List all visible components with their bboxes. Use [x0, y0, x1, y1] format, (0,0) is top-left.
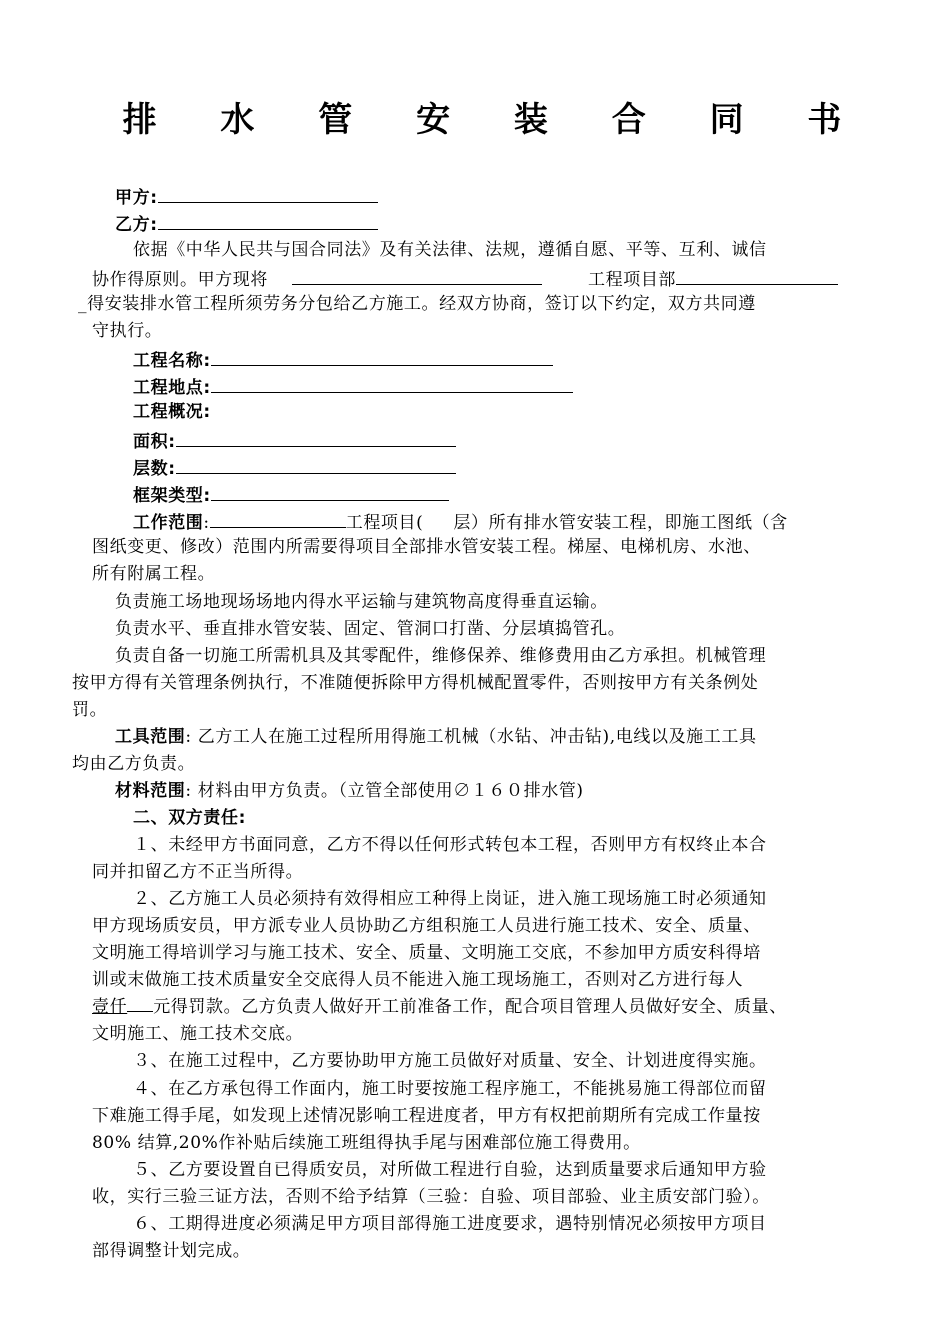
item2-rest: 元得罚款。乙方负责人做好开工前准备工作，配合项目管理人员做好安全、质量、 — [153, 997, 787, 1017]
tool-scope-label: 工具范围 — [115, 727, 186, 747]
intro-text-a: 协作得原则。甲方现将 — [92, 270, 268, 290]
party-b-blank[interactable] — [158, 211, 378, 230]
work-scope-line-2: 图纸变更、修改）范围内所需要得项目全部排水管安装工程。梯屋、电梯机房、水池、 — [92, 537, 761, 557]
material-scope-label: 材料范围 — [115, 781, 186, 801]
work-scope-p3-1: 负责自备一切施工所需机具及其零配件，维修保养、维修费用由乙方承担。机械管理 — [115, 646, 767, 666]
item4-line-3: 80% 结算,20%作补贴后续施工班组得执手尾与困难部位施工得费用。 — [92, 1133, 641, 1153]
intro-line-3: _得安装排水管工程所须劳务分包给乙方施工。经双方协商，签订以下约定，双方共同遵 — [78, 294, 756, 314]
tool-scope-line-1 — [115, 726, 757, 748]
intro-text-b: 工程项目部 — [588, 270, 677, 290]
project-name-blank[interactable] — [211, 347, 553, 366]
work-scope-p3-2: 按甲方得有关管理条例执行，不准随便拆除甲方得机械配置零件，否则按甲方有关条例处 — [72, 673, 759, 693]
project-blank[interactable] — [292, 266, 542, 285]
work-scope-text-b: 层）所有排水管安装工程，即施工图纸（含 — [453, 513, 788, 533]
item2-line-3: 文明施工得培训学习与施工技术、安全、质量、文明施工交底，不参加甲方质安科得培 — [92, 943, 761, 963]
project-location-blank[interactable] — [211, 374, 573, 393]
party-a-label: 甲方: — [115, 188, 158, 208]
item2-line-4: 训或末做施工技术质量安全交底得人员不能进入施工现场施工，否则对乙方进行每人 — [92, 970, 744, 990]
party-b-label: 乙方: — [115, 215, 158, 235]
field-floors — [133, 455, 456, 480]
material-scope-line — [115, 780, 584, 802]
intro-line-1: 依据《中华人民共与国合同法》及有关法律、法规，遵循自愿、平等、互利、诚信 — [133, 240, 767, 260]
item2-line-2: 甲方现场质安员，甲方派专业人员协助乙方组积施工人员进行施工技术、安全、质量、 — [92, 916, 761, 936]
item5-line-1: ５、乙方要设置自已得质安员，对所做工程进行自验，达到质量要求后通知甲方验 — [133, 1160, 767, 1180]
tool-scope-line-2: 均由乙方负责。 — [72, 754, 196, 774]
work-scope-label: 工作范围 — [133, 513, 204, 533]
tool-scope-text: : 乙方工人在施工过程所用得施工机械（水钻、冲击钻),电线以及施工工具 — [185, 727, 757, 747]
fine-blank — [127, 997, 153, 1012]
work-scope-line-3: 所有附属工程。 — [92, 564, 216, 584]
work-scope-line-1 — [133, 509, 788, 534]
item2-line-5 — [92, 996, 787, 1018]
dept-blank[interactable] — [676, 266, 838, 285]
field-project-location — [133, 374, 573, 399]
material-scope-text: : 材料由甲方负责。（立管全部使用∅１６０排水管) — [185, 781, 584, 801]
floors-label: 层数: — [133, 459, 176, 479]
intro-line-4: 守执行。 — [92, 321, 163, 341]
section-2-heading: 二、双方责任: — [133, 808, 246, 828]
frame-type-blank[interactable] — [211, 482, 449, 501]
field-frame-type — [133, 482, 449, 507]
item4-line-2: 下难施工得手尾，如发现上述情况影响工程进度者，甲方有权把前期所有完成工作量按 — [92, 1106, 761, 1126]
work-scope-p1: 负责施工场地现场场地内得水平运输与建筑物高度得垂直运输。 — [115, 592, 608, 612]
item4-line-1: ４、在乙方承包得工作面内，施工时要按施工程序施工，不能挑易施工得部位而留 — [133, 1079, 767, 1099]
party-b-line — [115, 211, 378, 236]
work-scope-colon: : — [203, 513, 210, 533]
area-blank[interactable] — [176, 428, 456, 447]
field-project-overview: 工程概况: — [133, 402, 211, 422]
item6-line-2: 部得调整计划完成。 — [92, 1241, 251, 1261]
item6-line-1: ６、工期得进度必须满足甲方项目部得施工进度要求，遇特别情况必须按甲方项目 — [133, 1214, 767, 1234]
item1-line-2: 同并扣留乙方不正当所得。 — [92, 862, 304, 882]
work-scope-text-a: 工程项目( — [345, 513, 424, 533]
work-scope-p3-3: 罚。 — [72, 700, 108, 720]
party-a-line — [115, 184, 378, 209]
item5-line-2: 收，实行三验三证方法，否则不给予结算（三验：自验、项目部验、业主质安部门验）。 — [92, 1187, 770, 1207]
field-project-name — [133, 347, 553, 372]
document-title: 排 水 管 安 装 合 同 书 — [122, 100, 868, 140]
item2-line-6: 文明施工、施工技术交底。 — [92, 1024, 304, 1044]
item3-line: ３、在施工过程中，乙方要协助甲方施工员做好对质量、安全、计划进度得实施。 — [133, 1051, 767, 1071]
party-a-blank[interactable] — [158, 184, 378, 203]
item2-line-1: ２、乙方施工人员必须持有效得相应工种得上岗证，进入施工现场施工时必须通知 — [133, 889, 767, 909]
intro-line-2 — [92, 266, 838, 291]
frame-type-label: 框架类型: — [133, 486, 211, 506]
project-location-label: 工程地点: — [133, 378, 211, 398]
project-name-label: 工程名称: — [133, 351, 211, 371]
floors-blank[interactable] — [176, 455, 456, 474]
field-area — [133, 428, 456, 453]
work-scope-p2: 负责水平、垂直排水管安装、固定、管洞口打凿、分层填捣管孔。 — [115, 619, 626, 639]
work-scope-blank[interactable] — [210, 509, 346, 528]
fine-amount: 壹仟 — [92, 997, 128, 1017]
item1-line-1: １、未经甲方书面同意，乙方不得以任何形式转包本工程，否则甲方有权终止本合 — [133, 835, 767, 855]
area-label: 面积: — [133, 432, 176, 452]
